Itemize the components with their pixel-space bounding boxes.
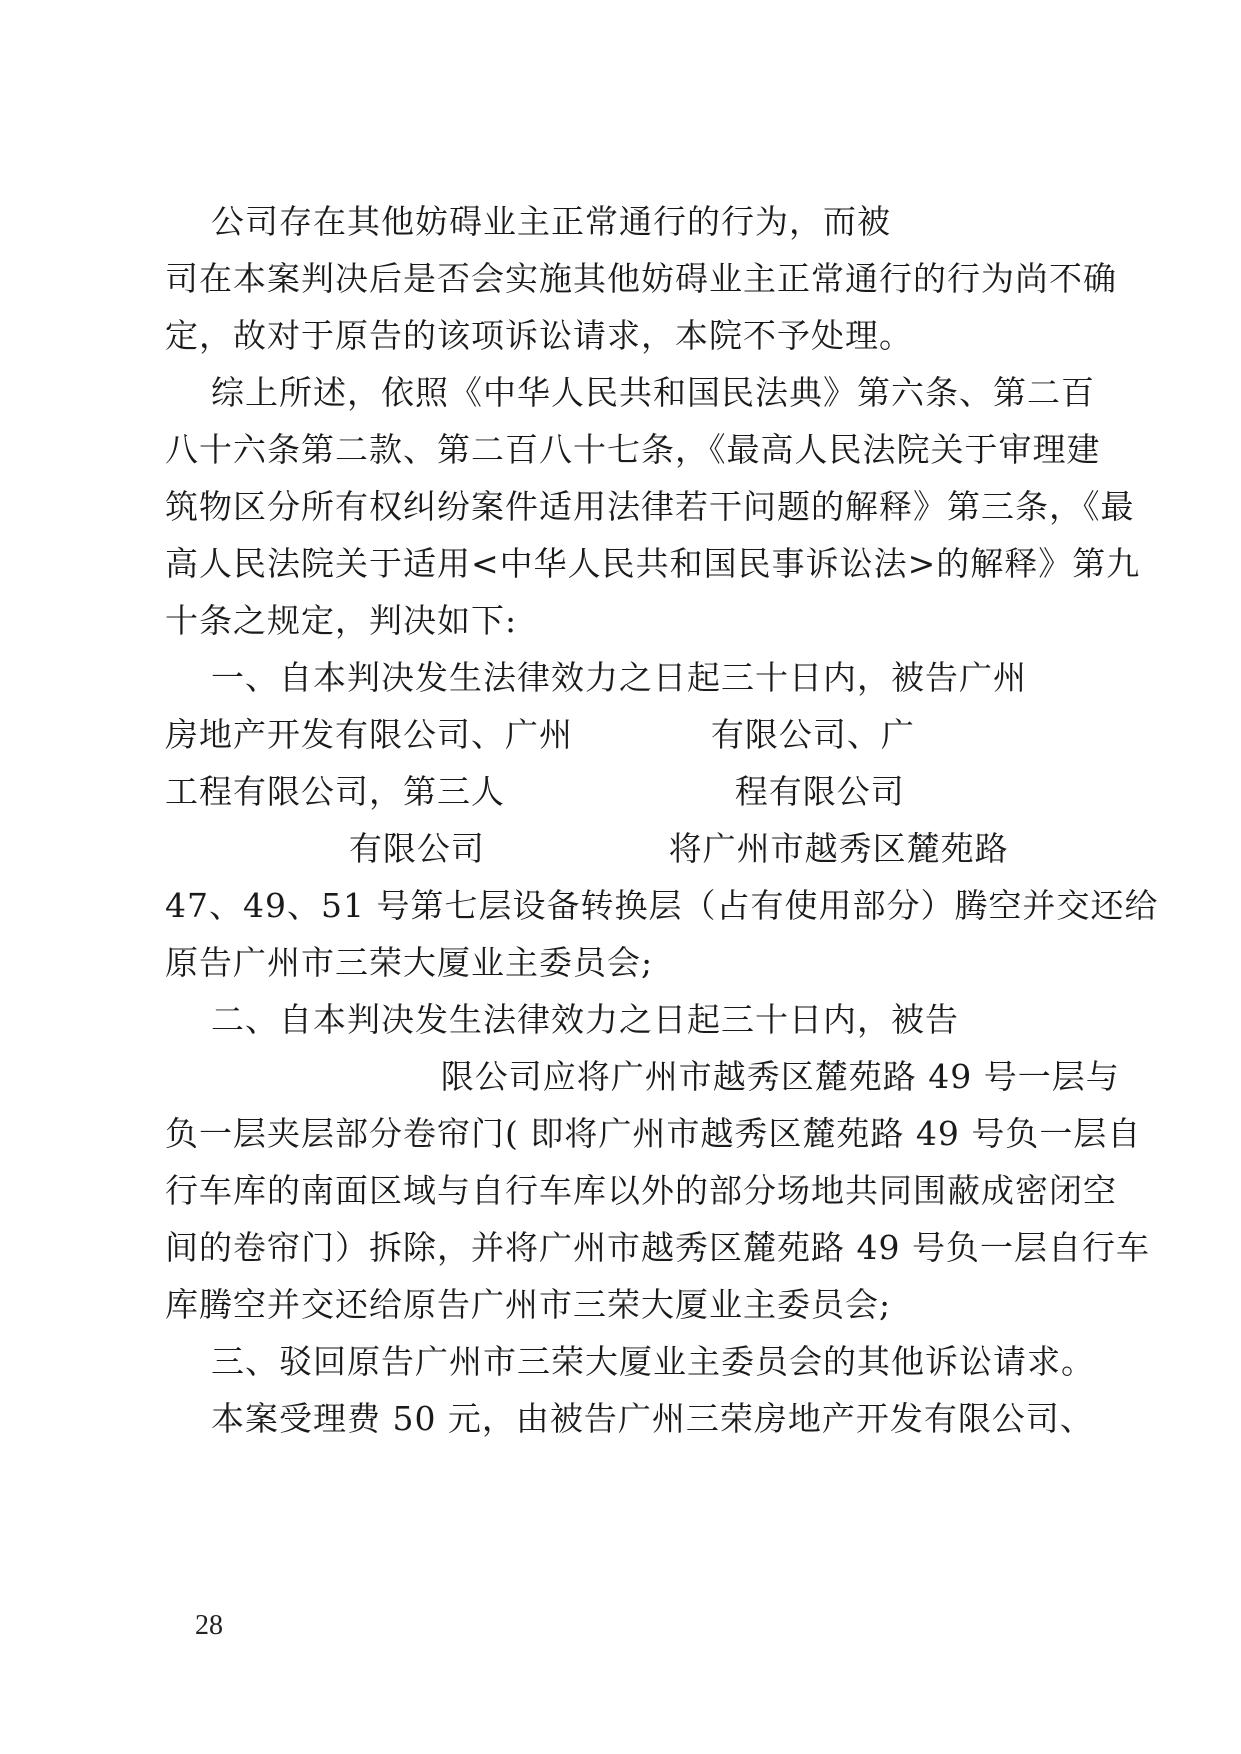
text-line: 司在本案判决后是否会实施其他妨碍业主正常通行的行为尚不确 <box>165 259 1117 298</box>
text-line: 八十六条第二款、第二百八十七条，《最高人民法院关于审理建 <box>165 430 1101 469</box>
text-line: 一、自本判决发生法律效力之日起三十日内，被告广州 <box>165 658 1027 697</box>
text-line: 工程有限公司，第三人 程有限公司 <box>165 772 905 811</box>
text-line: 有限公司 将广州市越秀区麓苑路 <box>165 829 1009 868</box>
text-line: 库腾空并交还给原告广州市三荣大厦业主委员会; <box>165 1285 892 1324</box>
text-line: 本案受理费 50 元，由被告广州三荣房地产开发有限公司、 <box>165 1399 1094 1438</box>
text-line: 十条之规定，判决如下: <box>165 601 518 640</box>
text-line: 筑物区分所有权纠纷案件适用法律若干问题的解释》第三条，《最 <box>165 487 1135 526</box>
text-line: 定，故对于原告的该项诉讼请求，本院不予处理。 <box>165 316 913 355</box>
text-line: 原告广州市三荣大厦业主委员会; <box>165 943 654 982</box>
text-line: 三、驳回原告广州市三荣大厦业主委员会的其他诉讼请求。 <box>165 1342 1095 1381</box>
text-line: 负一层夹层部分卷帘门( 即将广州市越秀区麓苑路 49 号负一层自 <box>165 1114 1142 1153</box>
page-number: 28 <box>195 1610 223 1641</box>
text-line: 限公司应将广州市越秀区麓苑路 49 号一层与 <box>165 1057 1120 1096</box>
text-line: 47、49、51 号第七层设备转换层（占有使用部分）腾空并交还给 <box>165 886 1159 925</box>
text-line: 公司存在其他妨碍业主正常通行的行为，而被 <box>165 202 891 241</box>
text-line: 间的卷帘门）拆除，并将广州市越秀区麓苑路 49 号负一层自行车 <box>165 1228 1150 1267</box>
text-line: 高人民法院关于适用<中华人民共和国民事诉讼法>的解释》第九 <box>165 544 1141 583</box>
text-line: 综上所述，依照《中华人民共和国民法典》第六条、第二百 <box>165 373 1095 412</box>
text-line: 房地产开发有限公司、广州 有限公司、广 <box>165 715 915 754</box>
text-line: 二、自本判决发生法律效力之日起三十日内，被告 <box>165 1000 959 1039</box>
text-line: 行车库的南面区域与自行车库以外的部分场地共同围蔽成密闭空 <box>165 1171 1117 1210</box>
